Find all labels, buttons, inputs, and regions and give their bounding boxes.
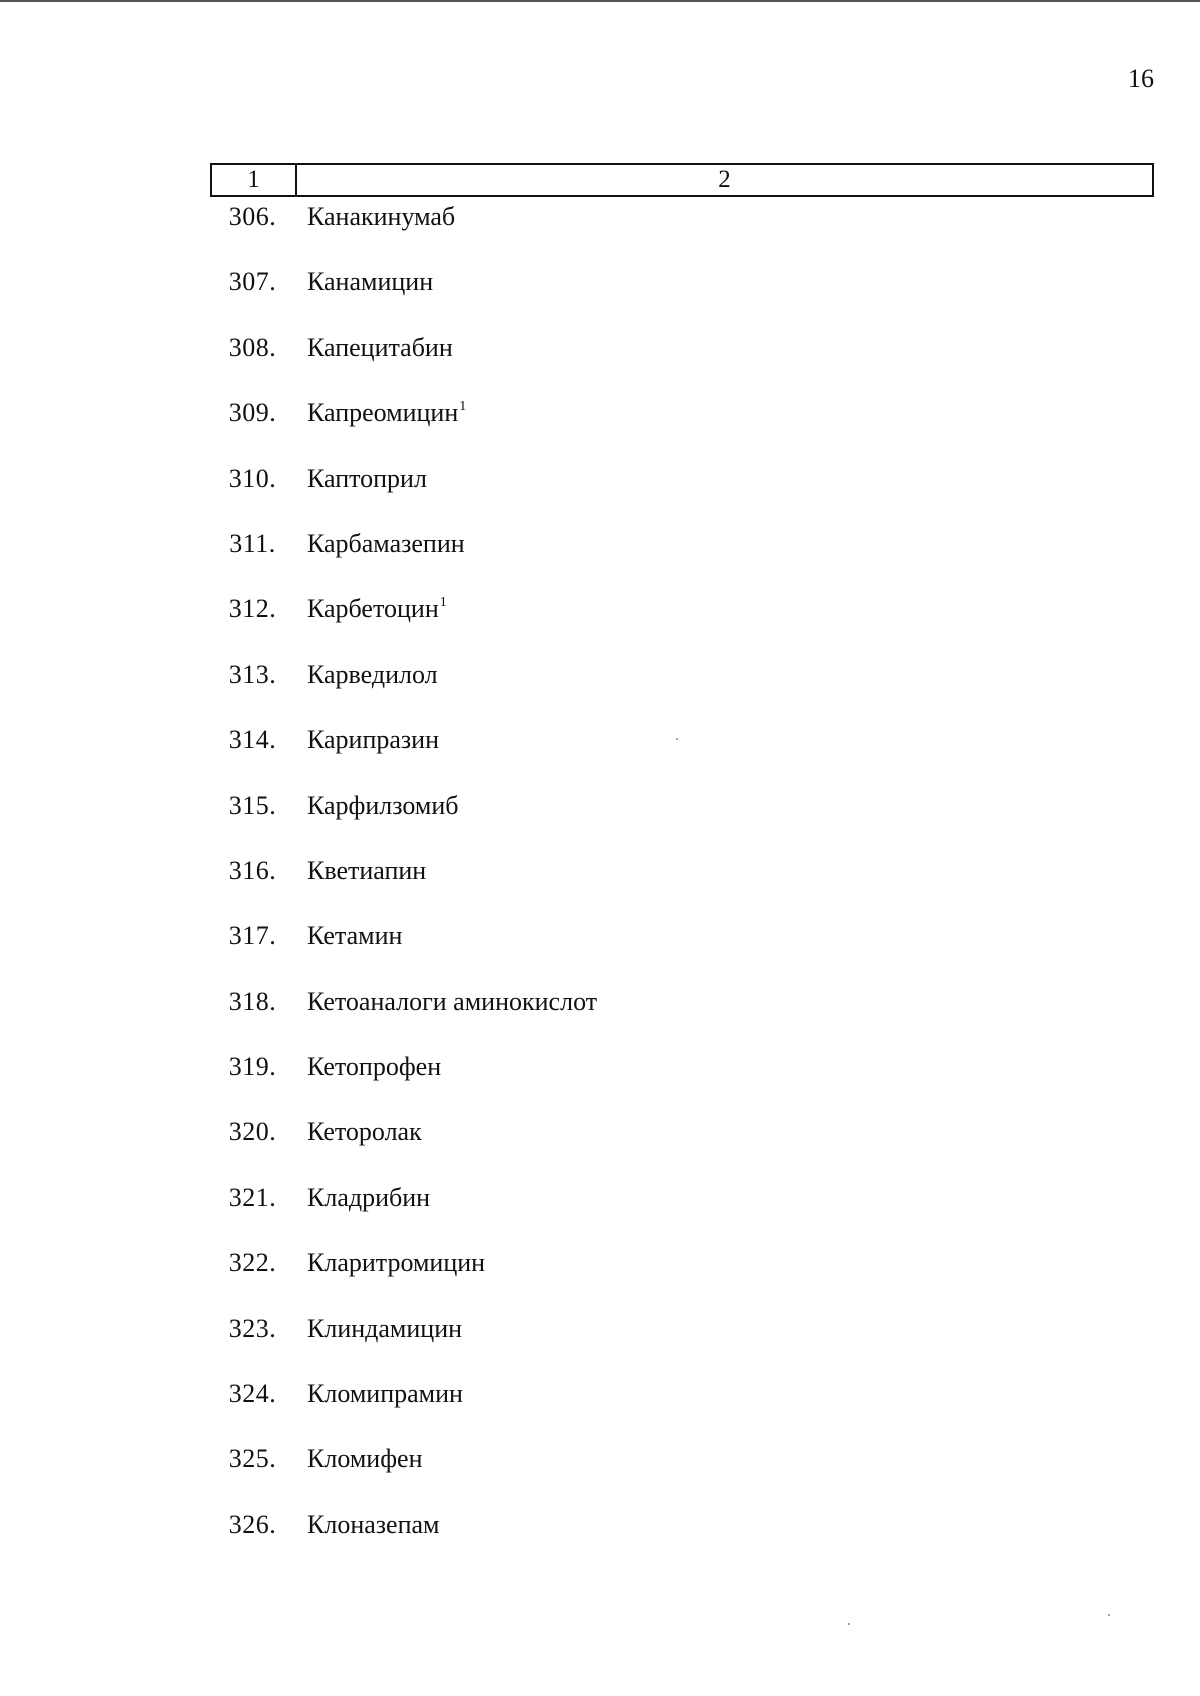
- row-number: 306.: [228, 202, 277, 231]
- drug-name: [295, 265, 433, 299]
- drug-name: [295, 789, 459, 823]
- drug-name: [295, 1442, 423, 1476]
- table-row: [210, 1115, 1154, 1180]
- drug-name-text: Кетамин: [307, 921, 403, 951]
- drug-name-text: Кларитромицин: [307, 1248, 486, 1278]
- row-number: 320.: [228, 1117, 277, 1147]
- drug-name-text: Кломифен: [307, 1444, 423, 1474]
- drug-name: [295, 462, 427, 496]
- row-number: 321.: [228, 1182, 277, 1212]
- row-number: 312.: [228, 594, 277, 624]
- footnote-marker: 1: [459, 399, 467, 415]
- drug-name-text: Кетоаналоги аминокислот: [307, 986, 598, 1016]
- row-number: 308.: [228, 332, 277, 362]
- drug-name-text: Кетопрофен: [307, 1052, 442, 1082]
- page-number: 16: [1128, 64, 1154, 93]
- drug-name: [295, 723, 439, 757]
- table-row: [210, 331, 1154, 396]
- drug-name-text: Клоназепам: [307, 1509, 440, 1539]
- table-row: [210, 592, 1154, 657]
- drug-name: [295, 1312, 462, 1346]
- drug-name: [295, 592, 447, 626]
- drug-name-text: Канамицин: [307, 267, 434, 297]
- drug-name-text: Кломипрамин: [307, 1379, 463, 1409]
- table-row: [210, 1050, 1154, 1115]
- drug-name: [295, 331, 453, 365]
- scan-speck: [676, 738, 678, 740]
- drug-name-text: Капреомицин: [307, 398, 459, 428]
- table-row: [210, 789, 1154, 854]
- table-header: [210, 163, 1154, 197]
- drug-name: [295, 1115, 422, 1149]
- table-row: [210, 854, 1154, 919]
- table-row: [210, 527, 1154, 592]
- drug-name-text: Каптоприл: [307, 463, 427, 493]
- drug-name-text: Карбетоцин: [307, 594, 439, 624]
- drug-name: [295, 854, 426, 888]
- drug-name: [295, 527, 465, 561]
- table-row: [210, 1181, 1154, 1246]
- drug-name: [295, 1508, 440, 1542]
- table-row: [210, 396, 1154, 461]
- row-number: 313.: [228, 659, 277, 689]
- row-number: 314.: [228, 725, 277, 755]
- row-number: 310.: [228, 463, 277, 493]
- row-number: 311.: [229, 528, 276, 558]
- drug-name-text: Кветиапин: [307, 855, 427, 885]
- row-number: 324.: [228, 1379, 277, 1409]
- row-number: 309.: [228, 398, 277, 428]
- table-row: [210, 919, 1154, 984]
- drug-name: [295, 985, 597, 1019]
- drug-name: [295, 396, 466, 430]
- table-row: [210, 1246, 1154, 1311]
- table-row: [210, 723, 1154, 788]
- drug-name-text: Канакинумаб: [307, 202, 456, 231]
- drug-name: [295, 919, 402, 953]
- drug-name-text: Клиндамицин: [307, 1313, 463, 1343]
- drug-name: [295, 200, 455, 234]
- row-number: 315.: [228, 790, 277, 820]
- drug-name-text: Капецитабин: [307, 332, 453, 362]
- drug-name-text: Карипразин: [307, 725, 440, 755]
- row-number: 326.: [228, 1509, 277, 1539]
- drug-name: [295, 1050, 441, 1084]
- table-row: [210, 1312, 1154, 1377]
- row-number: 307.: [228, 267, 277, 297]
- table-row: [210, 1508, 1154, 1573]
- drug-name: [295, 1377, 463, 1411]
- row-number: 319.: [228, 1052, 277, 1082]
- table-row: [210, 985, 1154, 1050]
- footnote-marker: 1: [439, 595, 447, 611]
- row-number: 316.: [228, 855, 277, 885]
- scan-speck: [848, 1623, 850, 1625]
- table-row: [210, 200, 1154, 265]
- row-number: 322.: [228, 1248, 277, 1278]
- drug-name: [295, 1246, 485, 1280]
- drug-name-text: Кеторолак: [307, 1117, 422, 1147]
- table-row: [210, 265, 1154, 330]
- drug-name: [295, 658, 438, 692]
- header-column-1: 1: [212, 165, 297, 195]
- row-number: 318.: [228, 986, 277, 1016]
- drug-name-text: Карфилзомиб: [307, 790, 459, 820]
- table-row: [210, 1442, 1154, 1507]
- drug-name-text: Карведилол: [307, 659, 438, 689]
- drug-name-text: Карбамазепин: [307, 528, 465, 558]
- row-number: 323.: [228, 1313, 277, 1343]
- drug-list: [210, 200, 1154, 1573]
- table-row: [210, 658, 1154, 723]
- row-number: 317.: [228, 921, 277, 951]
- drug-name: [295, 1181, 430, 1215]
- table-row: [210, 462, 1154, 527]
- header-column-2: 2: [718, 166, 731, 193]
- drug-name-text: Кладрибин: [307, 1182, 431, 1212]
- scan-speck: [1108, 1614, 1110, 1616]
- top-border-line: [0, 0, 1200, 2]
- row-number: 325.: [228, 1444, 277, 1474]
- table-row: [210, 1377, 1154, 1442]
